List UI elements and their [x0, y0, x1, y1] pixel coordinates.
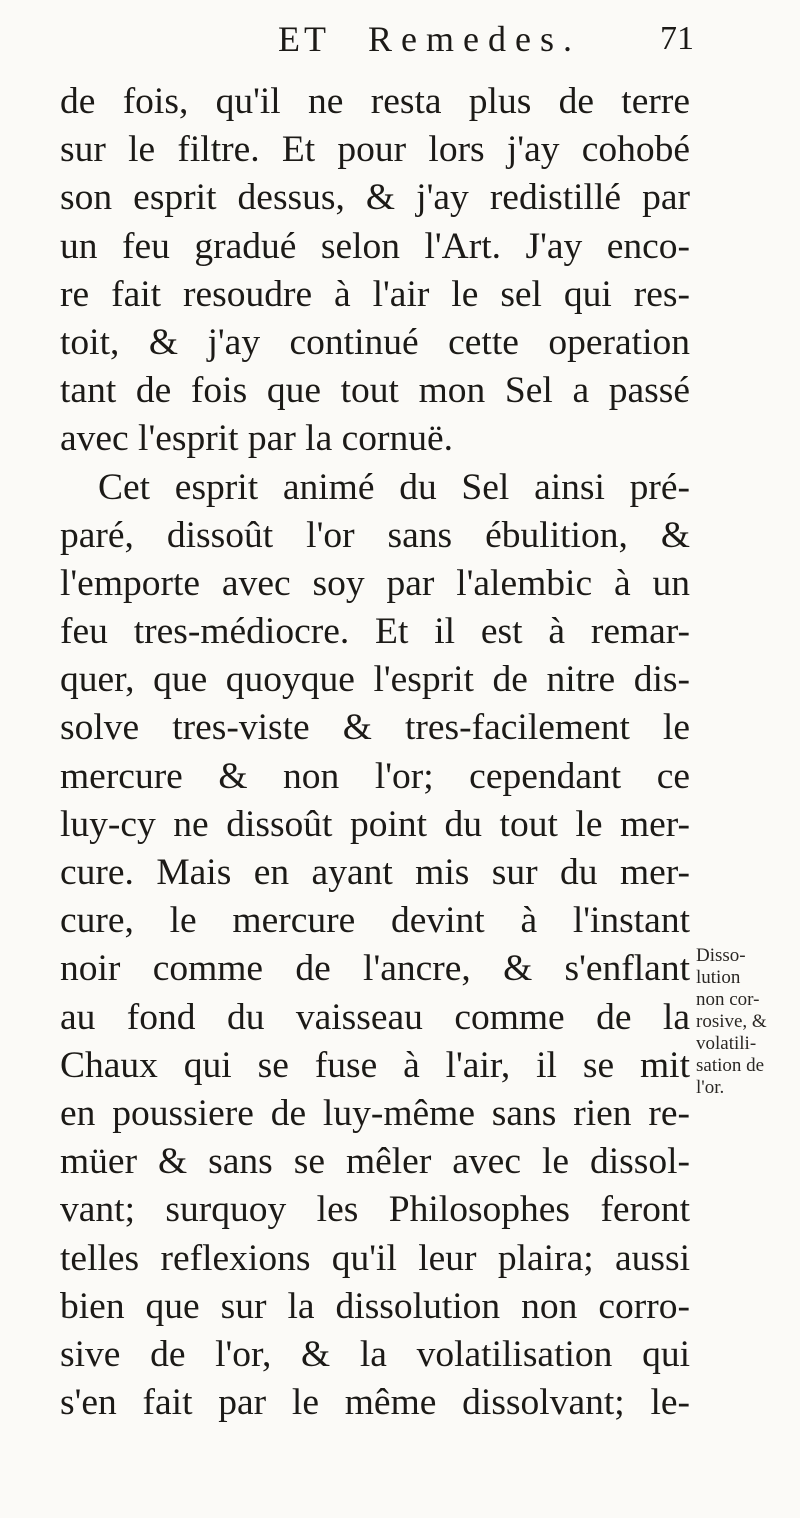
text-line: cure, le mercure devint à l'instant: [60, 900, 690, 942]
header-title: Remedes.: [368, 19, 581, 59]
text-line: bien que sur la dissolution non corro-: [60, 1285, 690, 1327]
text-line: en poussiere de luy-même sans rien re-: [60, 1092, 690, 1134]
text-line: müer & sans se mêler avec le dissol-: [60, 1141, 690, 1183]
text-line: sur le filtre. Et pour lors j'ay cohobé: [60, 129, 690, 171]
margin-note-line: lution: [696, 967, 741, 988]
margin-note-line: Disso-: [696, 945, 746, 966]
text-line: vant; surquoy les Philosophes feront: [60, 1189, 690, 1231]
text-line: avec l'esprit par la cornuë.: [60, 418, 454, 460]
text-line: Chaux qui se fuse à l'air, il se mit: [60, 1044, 690, 1086]
margin-note-line: rosive, &: [696, 1011, 767, 1032]
marginal-note: [696, 945, 796, 1099]
text-line: l'emporte avec soy par l'alembic à un: [60, 562, 690, 604]
margin-note-line: non cor-: [696, 989, 760, 1010]
page-number: 71: [660, 20, 694, 57]
margin-note-line: sation de: [696, 1055, 765, 1076]
text-line: son esprit dessus, & j'ay redistillé par: [60, 177, 690, 219]
margin-note-line: l'or.: [696, 1077, 725, 1098]
text-line: cure. Mais en ayant mis sur du mer-: [60, 852, 690, 893]
text-line: solve tres-viste & tres-facilement le: [60, 707, 690, 749]
text-line: toit, & j'ay continué cette operation: [60, 321, 690, 363]
text-line: de fois, qu'il ne resta plus de terre: [60, 81, 690, 122]
text-line: noir comme de l'ancre, & s'enflant: [60, 948, 690, 990]
text-line: re fait resoudre à l'air le sel qui res-: [60, 273, 690, 315]
running-header: [0, 18, 700, 68]
text-line: sive de l'or, & la volatilisation qui: [60, 1333, 690, 1375]
text-line: mercure & non l'or; cependant ce: [60, 755, 690, 797]
margin-note-line: volatili-: [696, 1033, 757, 1054]
text-line: luy-cy ne dissoût point du tout le mer-: [60, 803, 690, 845]
text-line: Cet esprit animé du Sel ainsi pré-: [98, 466, 690, 508]
text-line: un feu gradué selon l'Art. J'ay enco-: [60, 225, 690, 267]
text-line: tant de fois que tout mon Sel a passé: [60, 370, 690, 412]
text-line: feu tres-médiocre. Et il est à remar-: [60, 611, 690, 653]
text-line: telles reflexions qu'il leur plaira; aussi: [60, 1237, 690, 1279]
text-line: au fond du vaisseau comme de la: [60, 996, 690, 1038]
text-line: s'en fait par le même dissolvant; le-: [60, 1382, 690, 1424]
text-line: paré, dissoût l'or sans ébulition, &: [60, 514, 690, 556]
text-line: quer, que quoyque l'esprit de nitre dis-: [60, 659, 690, 701]
header-lead: ET: [278, 19, 330, 59]
body-text: [60, 78, 690, 1427]
